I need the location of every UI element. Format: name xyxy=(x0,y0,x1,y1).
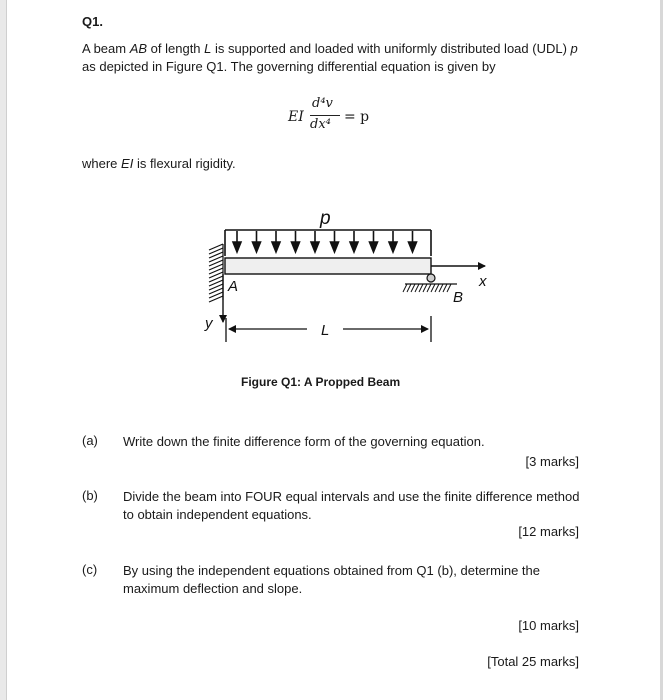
question-intro: A beam AB of length L is supported and loaded with uniformly distributed load (UDL) p as depicted in Figure Q1. The governing differential equation is given by xyxy=(82,41,578,74)
part-b-label: (b) xyxy=(82,488,98,503)
equation-numerator: d⁴v xyxy=(312,96,333,111)
roller-hatch xyxy=(427,284,431,292)
load-arrowhead xyxy=(389,242,397,252)
question-number: Q1. xyxy=(82,14,103,29)
equation-denominator: dx⁴ xyxy=(310,117,331,132)
part-a-label: (a) xyxy=(82,433,98,448)
axis-y-label: y xyxy=(205,315,213,332)
part-b-text: Divide the beam into FOUR equal intervals and use the finite difference method to obtain independent equations. xyxy=(123,489,580,522)
roller-hatch xyxy=(419,284,423,292)
part-c-text: By using the independent equations obtained from Q1 (b), determine the maximum deflection and slope. xyxy=(123,563,540,596)
part-c-label: (c) xyxy=(82,562,98,577)
load-label: p xyxy=(320,208,331,229)
roller-support xyxy=(403,274,457,292)
total-marks: [Total 25 marks] xyxy=(487,654,579,669)
page-left-edge xyxy=(0,0,7,700)
fraction-bar xyxy=(310,115,340,116)
udl-load-arrows xyxy=(225,230,431,256)
roller-hatch xyxy=(439,284,443,292)
roller-hatch xyxy=(431,284,435,292)
fixed-support xyxy=(209,244,223,302)
figure-caption: Figure Q1: A Propped Beam xyxy=(241,375,401,389)
point-a-label: A xyxy=(228,278,239,295)
governing-equation xyxy=(282,96,392,138)
load-arrowhead xyxy=(272,242,280,252)
beam xyxy=(225,258,431,274)
equation-lhs: EI xyxy=(288,109,304,125)
roller-hatch xyxy=(415,284,419,292)
roller-hatch xyxy=(411,284,415,292)
part-b-marks: [12 marks] xyxy=(518,524,579,539)
load-arrowhead xyxy=(350,242,358,252)
roller-hatch xyxy=(447,284,451,292)
length-label: L xyxy=(321,322,330,339)
roller-hatch xyxy=(443,284,447,292)
load-arrowhead xyxy=(311,242,319,252)
propped-beam-figure xyxy=(195,204,505,354)
roller-hatch xyxy=(403,284,407,292)
point-b-label: B xyxy=(453,289,464,306)
part-c-marks: [10 marks] xyxy=(518,618,579,633)
axis-x-label: x xyxy=(479,273,487,290)
part-a-text: Write down the finite difference form of the governing equation. xyxy=(123,434,485,449)
roller-hatch xyxy=(423,284,427,292)
load-arrowhead xyxy=(409,242,417,252)
equation-rhs: = p xyxy=(344,109,370,125)
load-arrowhead xyxy=(370,242,378,252)
load-arrowhead xyxy=(331,242,339,252)
roller-hatch xyxy=(407,284,411,292)
part-a-marks: [3 marks] xyxy=(525,454,579,469)
load-arrowhead xyxy=(233,242,241,252)
rigidity-note: where EI is flexural rigidity. xyxy=(82,156,236,171)
load-arrowhead xyxy=(253,242,261,252)
roller-hatch xyxy=(435,284,439,292)
load-arrowhead xyxy=(292,242,300,252)
